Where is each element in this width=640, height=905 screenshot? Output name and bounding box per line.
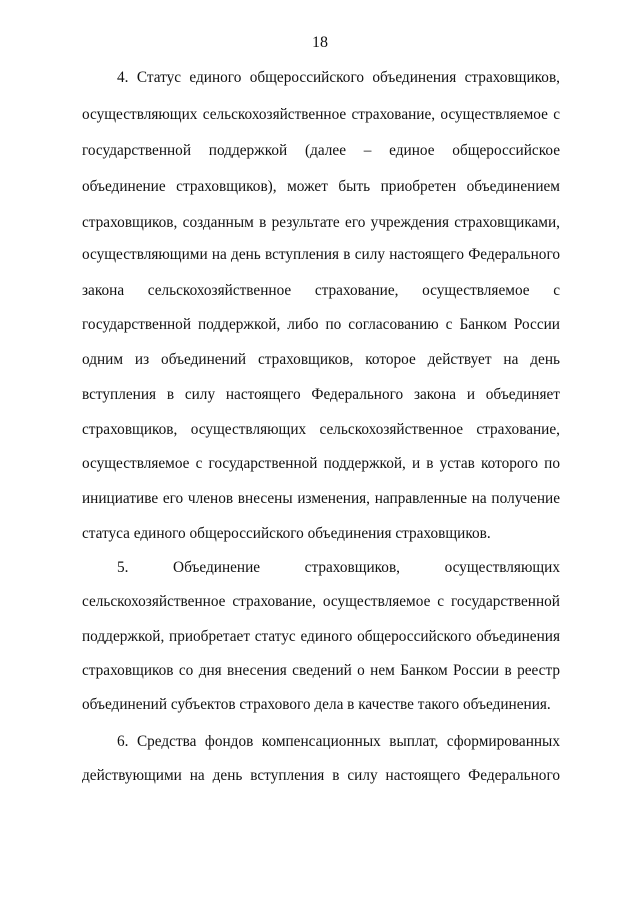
text-line: действующими на день вступления в силу настоящего Федерального	[82, 767, 560, 784]
page-number: 18	[312, 34, 328, 51]
text-line: осуществляемое с государственной поддержкой, и в устав которого по	[82, 455, 560, 472]
text-line: 4. Статус единого общероссийского объединения страховщиков,	[117, 69, 560, 86]
text-line: страховщиков со дня внесения сведений о нем Банком России в реестр	[82, 662, 560, 679]
text-line: осуществляющими на день вступления в силу настоящего Федерального	[82, 246, 560, 263]
text-line: государственной поддержкой (далее – единое общероссийское	[82, 142, 560, 159]
text-line: государственной поддержкой, либо по согласованию с Банком России	[82, 316, 560, 333]
text-line: сельскохозяйственное страхование, осуществляемое с государственной	[82, 593, 560, 610]
text-line: вступления в силу настоящего Федерального закона и объединяет	[82, 386, 560, 403]
text-line: страховщиков, созданным в результате его учреждения страховщиками,	[82, 214, 560, 231]
text-line: инициативе его членов внесены изменения, направленные на получение	[82, 490, 560, 507]
text-line: объединение страховщиков), может быть приобретен объединением	[82, 178, 560, 195]
text-line: осуществляющих сельскохозяйственное страхование, осуществляемое с	[82, 106, 560, 123]
text-line: 5. Объединение страховщиков, осуществляющих	[117, 559, 560, 576]
text-line: одним из объединений страховщиков, которое действует на день	[82, 351, 560, 368]
text-line: страховщиков, осуществляющих сельскохозяйственное страхование,	[82, 421, 560, 438]
text-line: поддержкой, приобретает статус единого общероссийского объединения	[82, 628, 560, 645]
text-line: объединений субъектов страхового дела в качестве такого объединения.	[82, 696, 551, 713]
text-line: закона сельскохозяйственное страхование, осуществляемое с	[82, 282, 560, 299]
text-line: статуса единого общероссийского объединения страховщиков.	[82, 525, 491, 542]
text-line: 6. Средства фондов компенсационных выплат, сформированных	[117, 733, 560, 750]
